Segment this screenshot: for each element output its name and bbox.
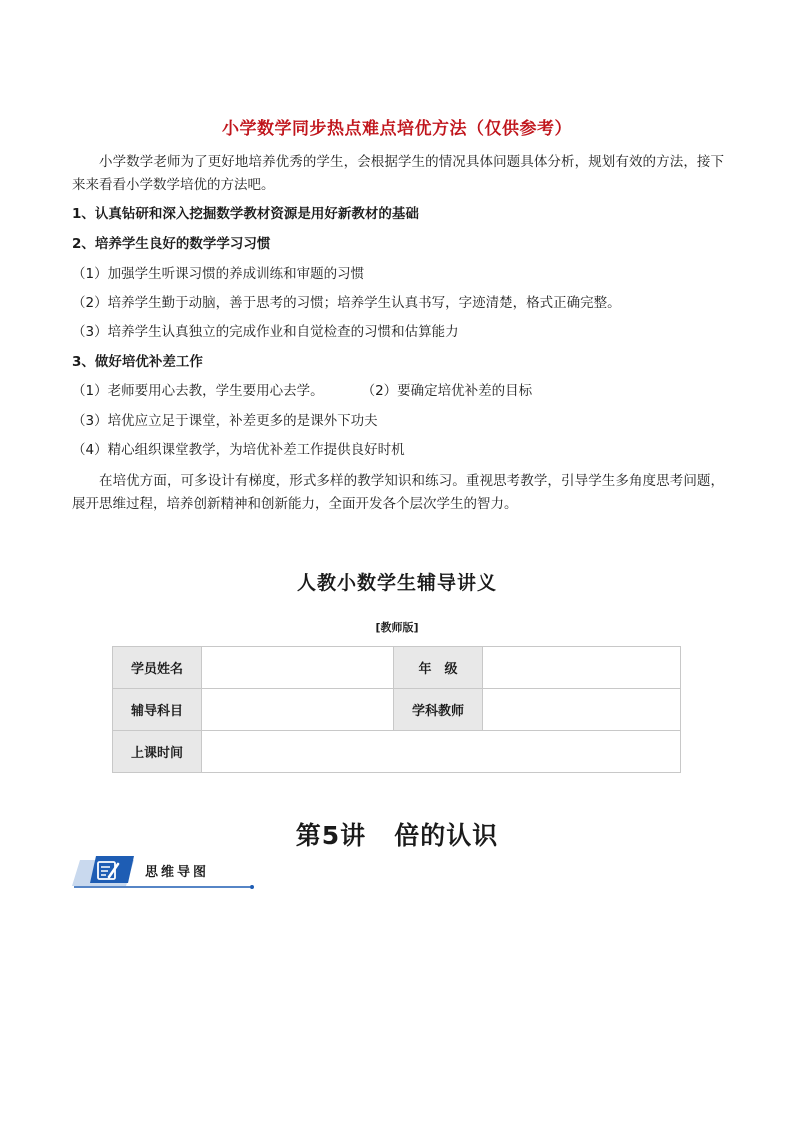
teacher-label: 学科教师 xyxy=(394,689,483,731)
grade-field[interactable] xyxy=(483,647,681,689)
list-item-row xyxy=(72,381,532,401)
intro-paragraph: 小学数学老师为了更好地培养优秀的学生，会根据学生的情况具体问题具体分析，规划有效的方法，接下来来看看小学数学培优的方法吧。 xyxy=(72,154,724,193)
student-info-table xyxy=(112,646,681,773)
section-heading-1: 1、认真钻研和深入挖掘数学教材资源是用好新教材的基础 xyxy=(72,206,419,222)
list-item: （4）精心组织课堂教学，为培优补差工作提供良好时机 xyxy=(72,442,405,458)
handout-title: 人教小数学生辅导讲义 xyxy=(296,572,497,594)
list-item: （3）培养学生认真独立的完成作业和自觉检查的习惯和估算能力 xyxy=(72,324,459,340)
closing-paragraph: 在培优方面，可多设计有梯度，形式多样的教学知识和练习。重视思考教学，引导学生多角度思考问题，展开思维过程，培养创新精神和创新能力，全面开发各个层次学生的智力。 xyxy=(72,473,724,512)
teacher-field[interactable] xyxy=(483,689,681,731)
list-item: （2）要确定培优补差的目标 xyxy=(361,383,533,399)
list-item: （1）老师要用心去教，学生要用心去学。 xyxy=(72,383,324,399)
subject-label: 辅导科目 xyxy=(113,689,202,731)
subject-field[interactable] xyxy=(202,689,394,731)
lecture-topic: 倍的认识 xyxy=(394,821,499,850)
student-name-field[interactable] xyxy=(202,647,394,689)
section-heading-2: 2、培养学生良好的数学学习习惯 xyxy=(72,236,271,252)
class-time-field[interactable] xyxy=(202,731,681,773)
page-title: 小学数学同步热点难点培优方法（仅供参考） xyxy=(222,119,572,139)
list-item: （3）培优应立足于课堂，补差更多的是课外下功夫 xyxy=(72,413,378,429)
grade-label: 年 级 xyxy=(394,647,483,689)
mind-map-label: 思维导图 xyxy=(145,865,210,880)
student-name-label: 学员姓名 xyxy=(113,647,202,689)
section-heading-3: 3、做好培优补差工作 xyxy=(72,354,203,370)
lecture-number: 第5讲 xyxy=(295,821,367,850)
list-item: （1）加强学生听课习惯的养成训练和审题的习惯 xyxy=(72,266,365,282)
lecture-title xyxy=(0,816,794,852)
class-time-label: 上课时间 xyxy=(113,731,202,773)
handout-edition: [教师版] xyxy=(375,621,419,634)
list-item: （2）培养学生勤于动脑，善于思考的习惯；培养学生认真书写，字迹清楚，格式正确完整。 xyxy=(72,295,621,311)
